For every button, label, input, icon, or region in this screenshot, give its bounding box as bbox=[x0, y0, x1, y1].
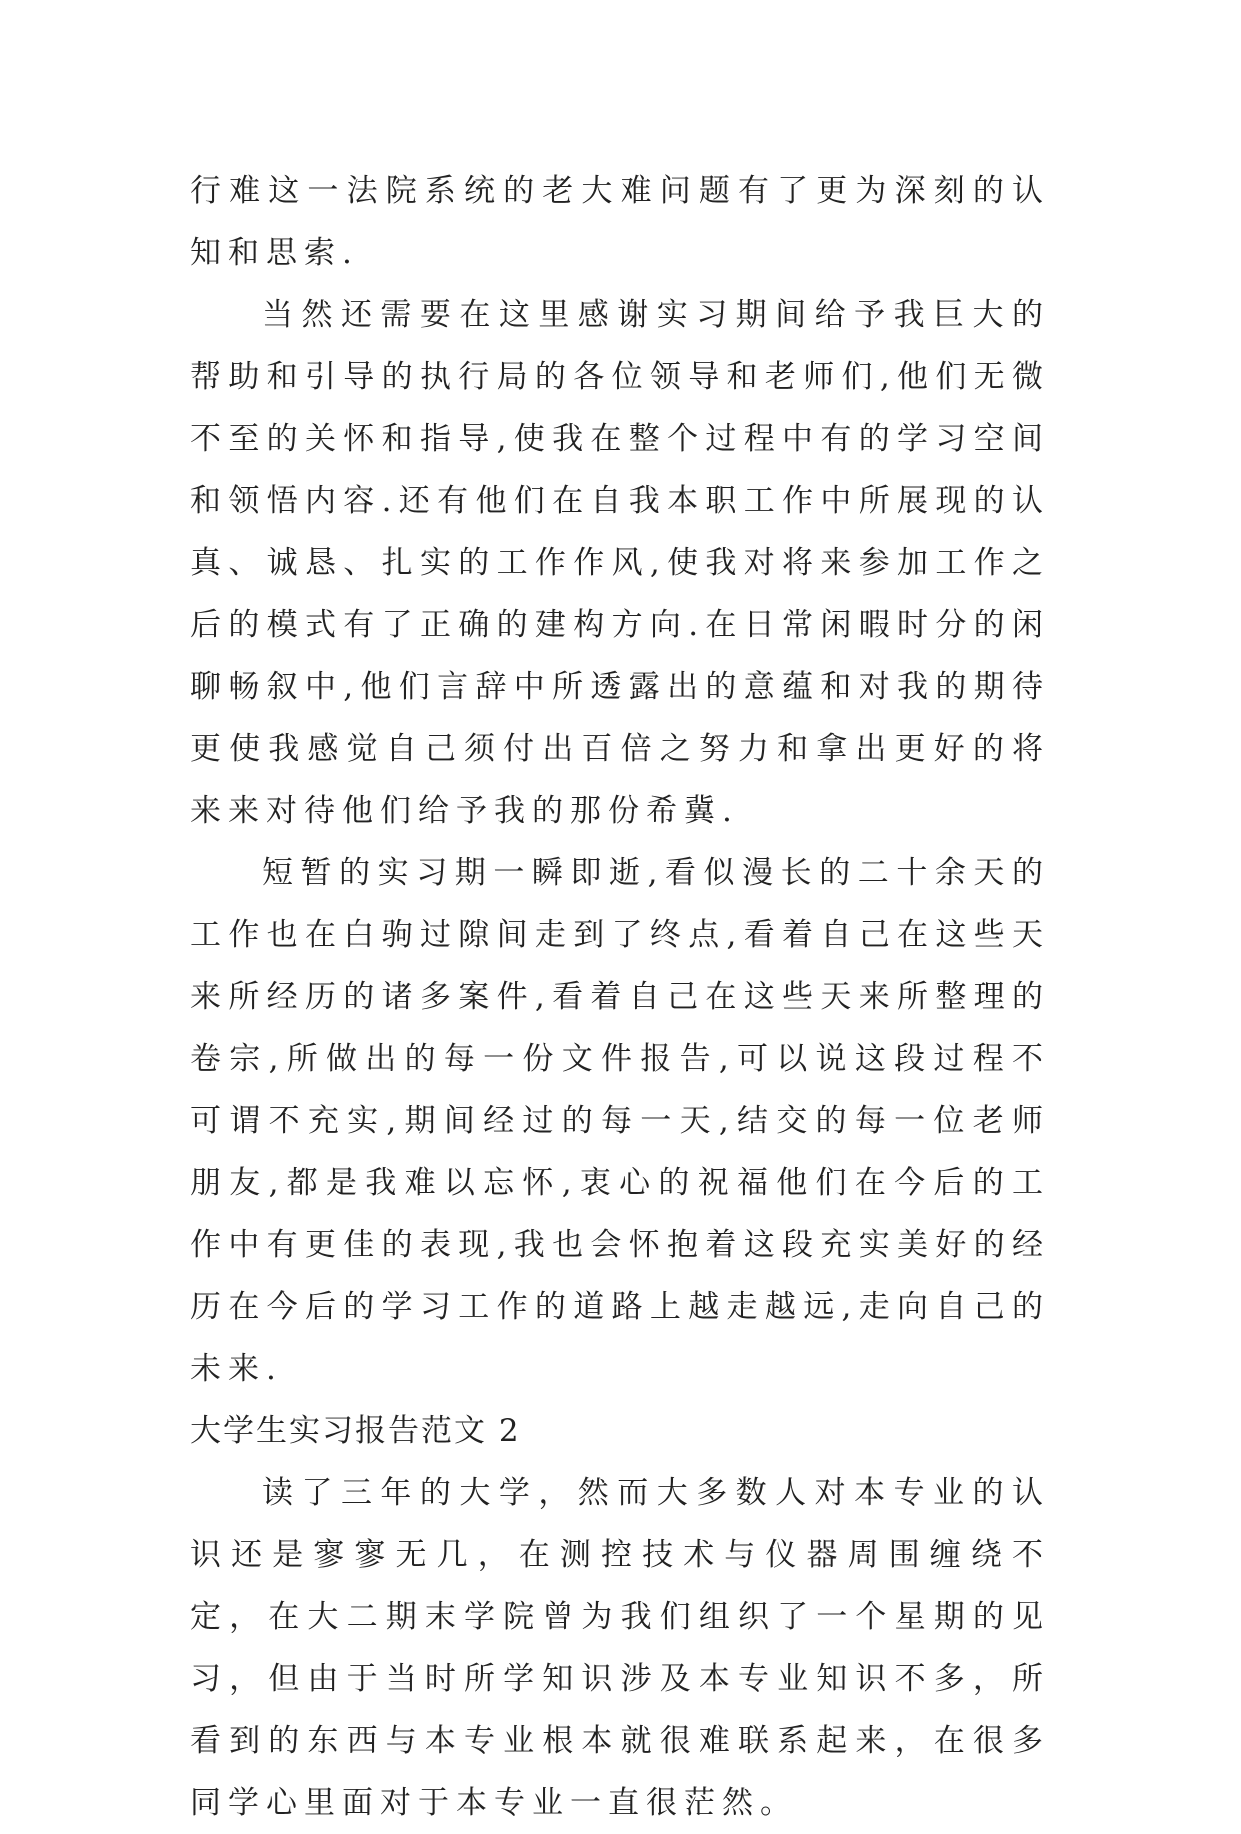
paragraph-thanks: 当然还需要在这里感谢实习期间给予我巨大的帮助和引导的执行局的各位领导和老师们,他们无微不至的关怀和指导,使我在整个过程中有的学习空间和领悟内容.还有他们在自我本职工作中所展现的认真、诚恳、扎实的工作作风,使我对将来参加工作之后的模式有了正确的建构方向.在日常闲暇时分的闲聊畅叙中,他们言辞中所透露出的意蕴和对我的期待更使我感觉自己须付出百倍之努力和拿出更好的将来来对待他们给予我的那份希冀. bbox=[190, 297, 1050, 829]
paragraph-reflection: 短暂的实习期一瞬即逝,看似漫长的二十余天的工作也在白驹过隙间走到了终点,看着自己在这些天来所经历的诸多案件,看着自己在这些天来所整理的卷宗,所做出的每一份文件报告,可以说这段过程不可谓不充实,期间经过的每一天,结交的每一位老师朋友,都是我难以忘怀,衷心的祝福他们在今后的工作中有更佳的表现,我也会怀抱着这段充实美好的经历在今后的学习工作的道路上越走越远,走向自己的未来. bbox=[190, 855, 1050, 1387]
document-body bbox=[190, 160, 1050, 1834]
paragraph-intro: 读了三年的大学，然而大多数人对本专业的认识还是寥寥无几，在测控技术与仪器周围缠绕不定，在大二期末学院曾为我们组织了一个星期的见习，但由于当时所学知识涉及本专业知识不多，所看到的东西与本专业根本就很难联系起来，在很多同学心里面对于本专业一直很茫然。 bbox=[190, 1475, 1050, 1821]
section-heading: 大学生实习报告范文 2 bbox=[190, 1413, 521, 1449]
paragraph-continuation: 行难这一法院系统的老大难问题有了更为深刻的认知和思索. bbox=[190, 173, 1050, 271]
